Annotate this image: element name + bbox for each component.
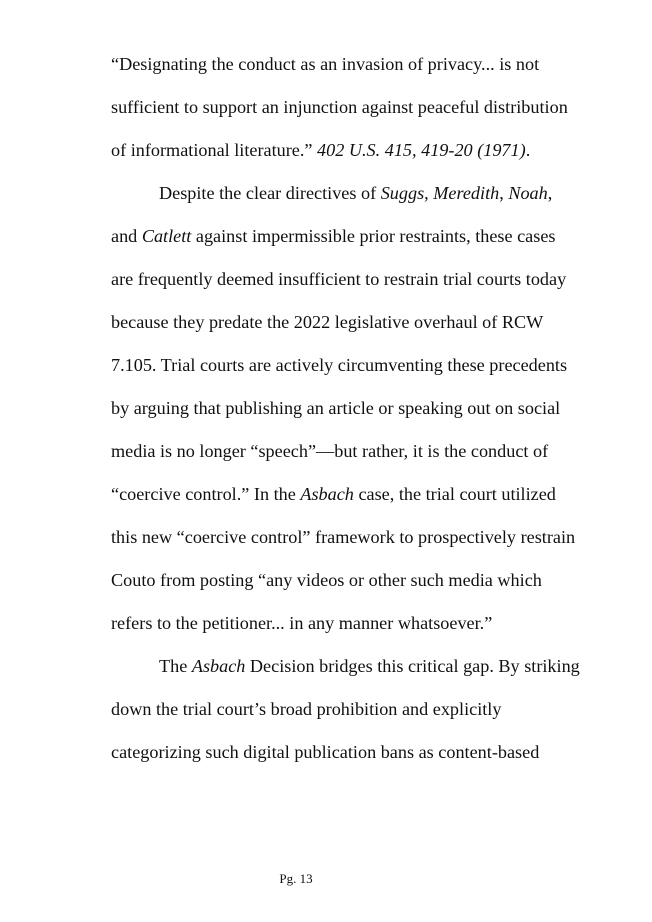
case-name: Asbach bbox=[191, 656, 246, 676]
case-name: Noah bbox=[508, 183, 548, 203]
text-line: refers to the petitioner... in any manner whatsoever.” bbox=[111, 613, 493, 633]
text-line: “Designating the conduct as an invasion of privacy... is not bbox=[111, 54, 540, 74]
paragraph-start-line: Despite the clear directives of Suggs, Meredith, Noah, bbox=[159, 183, 553, 203]
text-line: this new “coercive control” framework to prospectively restrain bbox=[111, 527, 576, 547]
text-line: because they predate the 2022 legislative overhaul of RCW bbox=[111, 312, 544, 332]
text-line: “coercive control.” In the Asbach case, the trial court utilized bbox=[111, 484, 556, 504]
case-name: Asbach bbox=[300, 484, 354, 504]
text-line: are frequently deemed insufficient to restrain trial courts today bbox=[111, 269, 567, 289]
case-name: Suggs bbox=[380, 183, 425, 203]
text-line: media is no longer “speech”—but rather, it is the conduct of bbox=[111, 441, 549, 461]
text-line: Couto from posting “any videos or other such media which bbox=[111, 570, 542, 590]
text-line: 7.105. Trial courts are actively circumventing these precedents bbox=[111, 355, 568, 375]
text-line: categorizing such digital publication bans as content-based bbox=[111, 742, 540, 762]
paragraph-start-line: The Asbach Decision bridges this critical gap. By striking bbox=[159, 656, 580, 676]
page-number: Pg. 13 bbox=[279, 871, 313, 886]
text-line: and Catlett against impermissible prior restraints, these cases bbox=[111, 226, 556, 246]
citation: 402 U.S. 415, 419-20 (1971) bbox=[317, 140, 526, 160]
text-line: by arguing that publishing an article or speaking out on social bbox=[111, 398, 561, 418]
case-name: Meredith bbox=[433, 183, 500, 203]
text-line: sufficient to support an injunction against peaceful distribution bbox=[111, 97, 568, 117]
case-name: Catlett bbox=[141, 226, 192, 246]
text-line: of informational literature.” 402 U.S. 415, 419-20 (1971). bbox=[111, 140, 531, 160]
text-line: down the trial court’s broad prohibition and explicitly bbox=[111, 699, 502, 719]
